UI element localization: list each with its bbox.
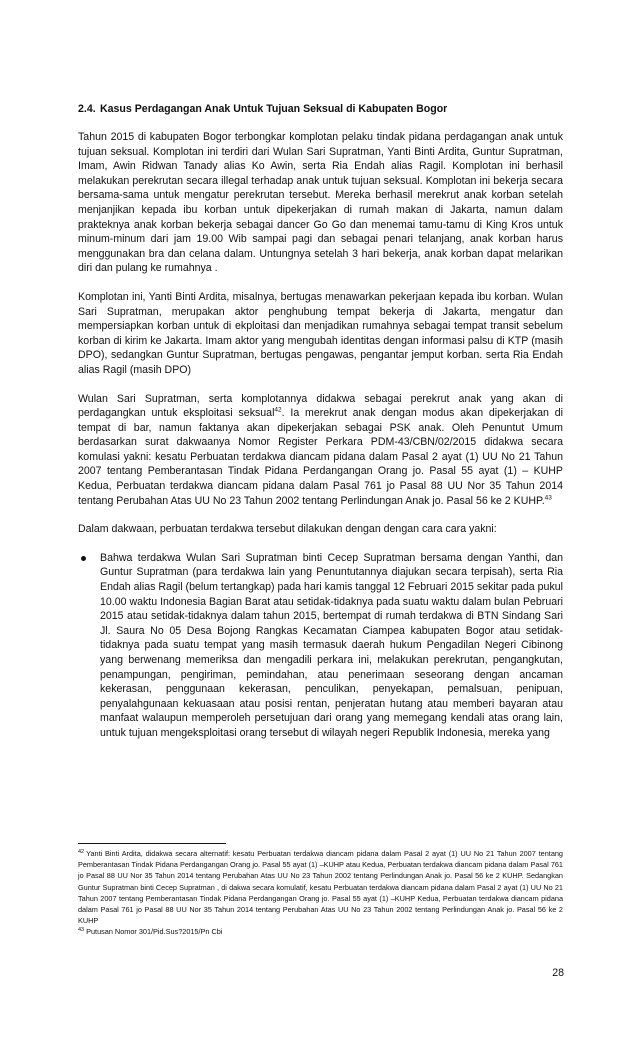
section-number: 2.4. bbox=[78, 103, 96, 115]
footnote-number: 42 bbox=[78, 848, 85, 855]
footnote-divider bbox=[78, 843, 226, 844]
footnote-text: Putusan Nomor 301/Pid.Sus?2015/Pn Cbi bbox=[86, 927, 223, 937]
footnote-ref-42[interactable]: 42 bbox=[274, 406, 282, 414]
paragraph-4: Dalam dakwaan, perbuatan terdakwa tersebut dilakukan dengan dengan cara cara yakni: bbox=[78, 523, 497, 536]
paragraph-2: Komplotan ini, Yanti Binti Ardita, misalnya, bertugas menawarkan pekerjaan kepada ibu korban. Wulan Sari Supratman, merupakan aktor penghubung tempat bekerja di Jakarta, mengatur dan mempersiapkan korban untuk di ekploitasi dan menjadikan rumahnya sebagai tempat transit sebelum korban di kirim ke Jakarta. Imam aktor yang mengubah identitas dengan informasi palsu di KTP (masih DPO), sedangkan Guntur Supratman, bertugas pengawas, pengantar jemput korban. serta Ria Endah alias Ragil (masih DPO) bbox=[78, 290, 563, 376]
section-heading bbox=[78, 102, 568, 116]
footnotes bbox=[78, 848, 563, 938]
bullet-item bbox=[78, 551, 563, 741]
footnote-43 bbox=[78, 926, 563, 937]
paragraph-1: Tahun 2015 di kabupaten Bogor terbongkar komplotan pelaku tindak pidana perdagangan anak untuk tujuan seksual. Komplotan ini terdiri dari Wulan Sari Supratman, Yanti Binti Ardita, Guntur Supratman, Imam, Awin Ridwan Tanady alias Ko Awin, serta Ria Endah alias Ragil. Komplotan ini berhasil melakukan perekrutan secara illegal terhadap anak untuk tujuan seksual. Komplotan ini bekerja secara bersama-sama untuk mengatur perekrutan tersebut. Mereka berhasil merekrut anak korban setelah menjanjikan kepada ibu korban untuk dipekerjakan di rumah makan di Jakarta, namun dalam prakteknya anak korban bekerja sebagai dancer Go Go dan menemai tamu-tamu di King Kros untuk minum-minum dari jam 19.00 Wib sampai pagi dan sebagai penari telanjang, anak korban harus menggunakan bra dan celana dalam. Untungnya setelah 3 hari bekerja, anak korban dapat melarikan diri dan pulang ke rumahnya . bbox=[78, 131, 563, 275]
page-number: 28 bbox=[552, 967, 564, 979]
bullet-list bbox=[78, 551, 563, 741]
bullet-text: Bahwa terdakwa Wulan Sari Supratman binti Cecep Supratman bersama dengan Yanthi, dan Guntur Supratman (para terdakwa lain yang Penuntutannya diajukan secara terpisah), serta Ria Endah alias Ragil (belum tertangkap) pada hari kamis tanggal 12 Februari 2015 sekitar pada pukul 10.00 waktu Indonesia Bagian Barat atau setidak-tidaknya pada suatu waktu dalam bulan Pebruari 2015 atau setidak-tidaknya dalam tahun 2015, bertempat di rumah terdakwa di BTN Sindang Sari Jl. Saura No 05 Desa Bojong Rangkas Kecamatan Ciampea kabupaten Bogor atau setidak-tidaknya pada suatu tempat yang masih termasuk daerah hukum Pengadilan Negeri Cibinong yang berwenang memeriksa dan mengadili perkara ini, melakukan perekrutan, pengangkutan, penampungan, pengiriman, pemindahan, atau penerimaan seseorang dengan ancaman kekerasan, penggunaan kekerasan, penculikan, penyekapan, pemalsuan, penipuan, penyalahgunaan kekuasaan atau posisi rentan, penjeratan hutang atau memberi bayaran atau manfaat walaupun memperoleh persetujuan dari orang yang memegang kendali atas orang lain, untuk tujuan mengeksploitasi orang tersebut di wilayah negeri Republik Indonesia, mereka yang bbox=[100, 551, 563, 739]
paragraph-3-text-a: Wulan Sari Supratman, serta komplotannya didakwa sebagai perekrut anak yang akan di perdagangkan untuk eksploitasi seksual bbox=[78, 392, 563, 420]
footnote-text: Yanti Binti Ardita, didakwa secara alternatif: kesatu Perbuatan terdakwa diancam pidana dalam Pasal 2 ayat (1) UU No 21 Tahun 2007 tentang Pemberantasan Tindak Pidana Perdangangan Orang jo. Pasal 55 ayat (1) –KUHP atau Kedua, Perbuatan terdakwa diancam pidana dalam Pasal 761 jo Pasal 88 UU Nor 35 Tahun 2014 tentang Perubahan Atas UU No 23 Tahun 2002 tentang Perlindungan Anak jo. Pasal 56 ke 2 KUHP. Sedangkan Guntur Supratman binti Cecep Supratman , di dakwa secara komulatif, kesatu Perbuatan terdakwa diancam pidana dalam Pasal 2 ayat (1) UU No 21 Tahun 2007 tentang Pemberantasan Tindak Pidana Perdangangan Orang jo. Pasal 55 ayat (1) –KUHP Kedua, Perbuatan terdakwa diancam pidana dalam Pasal 761 jo Pasal 88 UU Nor 35 Tahun 2014 tentang Perubahan Atas UU No 23 Tahun 2002 tentang Perlindungan Anak jo. Pasal 56 ke 2 KUHP bbox=[78, 849, 563, 926]
section-title: Kasus Perdagangan Anak Untuk Tujuan Seksual di Kabupaten Bogor bbox=[100, 103, 448, 115]
paragraph-3 bbox=[78, 392, 563, 509]
paragraph-3-text-b: . Ia merekrut anak dengan modus akan dipekerjakan di tempat di bar, namun faktanya akan dipekerjakan sebagai PSK anak. Oleh Penuntut Umum berdasarkan surat dakwaanya Nomor Register Perkara PDM-43/CBN/02/2015 didakwa secara komulasi yakni: kesatu Perbuatan terdakwa diancam pidana dalam Pasal 2 ayat (1) UU No 21 Tahun 2007 tentang Pemberantasan Tindak Pidana Perdangangan Orang jo. Pasal 55 ayat (1) – KUHP Kedua, Perbuatan terdakwa diancam pidana dalam Pasal 761 jo Pasal 88 UU Nor 35 Tahun 2014 tentang Perubahan Atas UU No 23 Tahun 2002 tentang Perlindungan Anak jo. Pasal 56 ke 2 KUHP. bbox=[78, 407, 563, 507]
footnote-ref-43[interactable]: 43 bbox=[544, 494, 552, 502]
bullet-dot-icon bbox=[81, 556, 86, 561]
body-text bbox=[78, 130, 563, 741]
footnote-number: 43 bbox=[78, 927, 85, 933]
footnote-42 bbox=[78, 848, 563, 926]
